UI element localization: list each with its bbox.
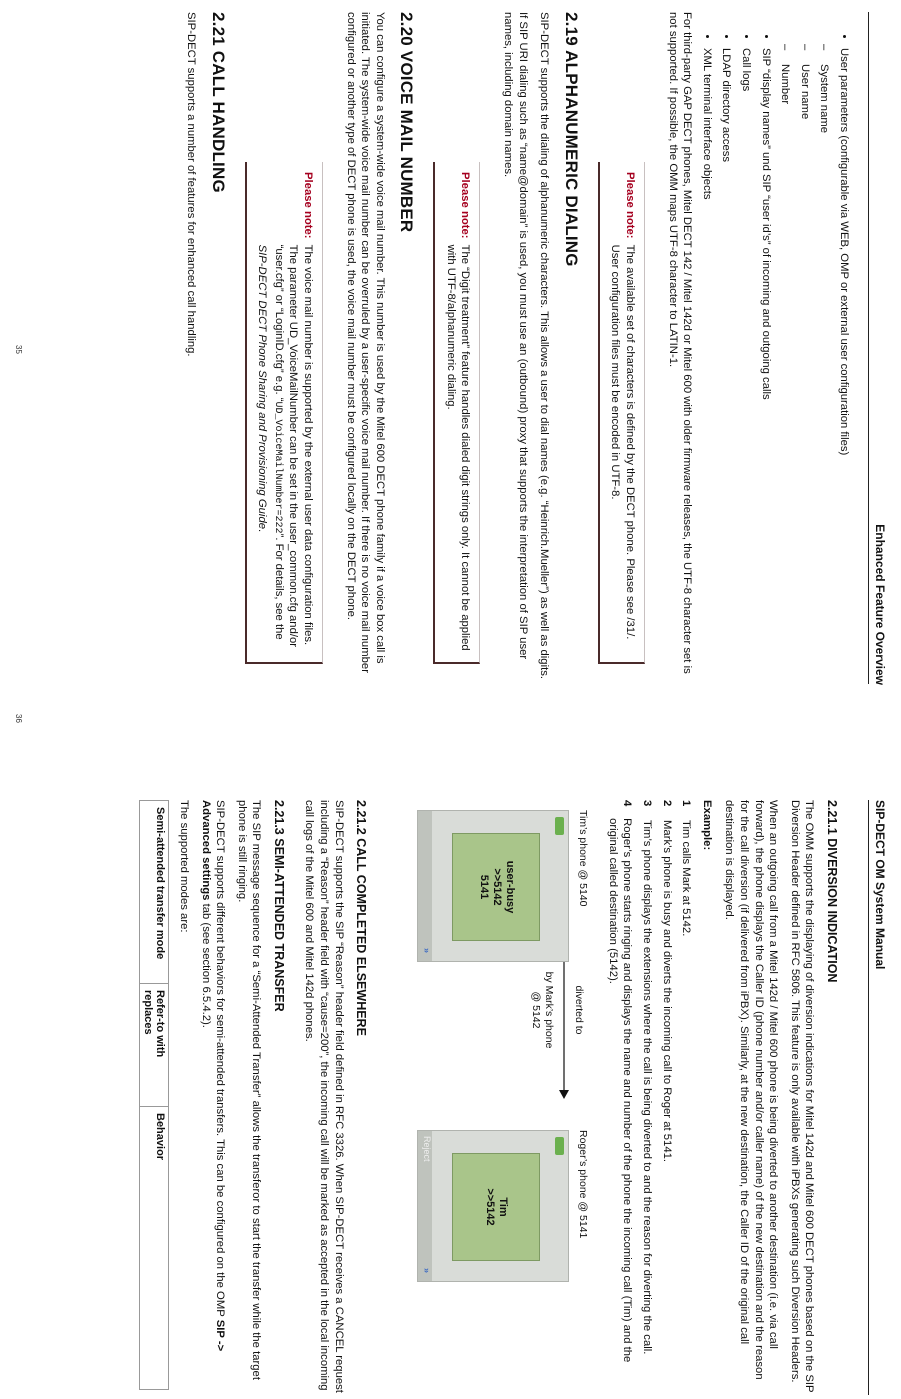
list-item: – System name — [817, 44, 832, 684]
arrow-label-top: diverted to — [573, 985, 586, 1035]
section-heading: 2.21.3 SEMI-ATTENDED TRANSFER — [271, 800, 286, 1012]
modes-table — [139, 800, 169, 1390]
list-item: 1 Tim calls Mark at 5142. — [680, 800, 693, 937]
list-item: 2 Mark’s phone is busy and diverts the incoming call to Roger at 5141. — [660, 800, 673, 1163]
paragraph: When an outgoing call from a Mitel 142d / Mitel 600 phone is being diverted to another destination (i.e. via call forward), the phone displays the Caller ID (phone number and/or caller name) of the new destination and the reason for the call diversion (if delivered from iPBX). Similarly, at the new destination, the Caller ID of the original call destination is displayed. — [723, 800, 780, 1380]
page-number: 35 — [14, 345, 23, 354]
section-heading: 2.21.1 DIVERSION INDICATION — [825, 800, 839, 983]
section-heading: 2.21.2 CALL COMPLETED ELSEWHERE — [354, 800, 369, 1036]
config-parameter: UD_VoiceMailNumber=222 — [271, 401, 283, 534]
list-item: • LDAP directory access — [719, 48, 734, 684]
note-text: The available set of characters is defined by the DECT phone. Please see /31/. User configuration files must be encoded in UTF-8. — [609, 244, 637, 640]
table-header-row — [140, 801, 169, 1390]
note-label: Please note: — [459, 172, 472, 239]
paragraph: SIP-DECT supports different behaviors for semi-attended transfers. This can be configured on the OMP SIP -> Advanced settings tab (see section 6.5.4.2). — [199, 800, 227, 1352]
dash-list — [778, 44, 832, 684]
menu-arrow-icon: » — [421, 1267, 432, 1273]
tim-phone-caption: Tim’s phone @ 5140 — [577, 810, 590, 907]
note-box — [433, 162, 480, 664]
left-column — [176, 12, 861, 684]
right-column — [139, 800, 861, 1395]
note-label: Please note: — [301, 172, 314, 239]
bullet-list — [699, 12, 851, 684]
paragraph: For third-party GAP DECT phones, Mitel DECT 142 / Mitel 142d or Mitel 600 with older firmware releases, the UTF-8 character set is not supported. If possible, the OMM maps UTF-8 character to LATIN-1. — [666, 12, 694, 674]
phone-screen: user-busy >>5142 5141 — [452, 833, 540, 941]
arrow-label-bottom-2: @ 5142 — [530, 991, 543, 1029]
running-header: Enhanced Feature Overview — [873, 524, 887, 685]
list-item: • Call logs — [738, 48, 753, 684]
section-heading: 2.21 CALL HANDLING — [208, 12, 228, 193]
note-label: Please note: — [624, 172, 637, 239]
paragraph: SIP-DECT supports the dialing of alphanumeric characters. This allows a user to dial names (e.g. “Heinrich.Mueller”) as well as digits. — [538, 12, 551, 680]
reject-softkey: Reject — [421, 1136, 432, 1162]
signal-icon — [555, 817, 564, 835]
table-header-cell: Behavior — [140, 1107, 169, 1390]
roger-phone-caption: Roger’s phone @ 5141 — [577, 1130, 590, 1239]
section-heading: 2.20 VOICE MAIL NUMBER — [397, 12, 417, 233]
paragraph: You can configure a system-wide voice mail number. This number is used by the Mitel 600 DECT phone family if a voice box call is initiated. The system-wide voice mail number can be overruled by a user-specific voice mail number. If there is no voice mail number configured or another type of DECT phone is used, the voice mail number must be configured locally on the DECT phone. — [344, 12, 386, 673]
list-item: 3 Tim’s phone displays the extensions where the call is being diverted to and the reason for diverting the call. — [641, 800, 654, 1355]
page-35 — [0, 0, 901, 699]
list-item: • User parameters (configurable via WEB, OMP or external user configuration files) – System name – User name – Number — [778, 48, 851, 684]
list-item: – User name — [797, 44, 812, 684]
list-item: 4 Roger’s phone starts ringing and displays the name and number of the phone the incoming call (Tim) and the original called destination (5142). — [606, 800, 634, 1363]
note-text: The voice mail number is supported by the external user data configuration files. The parameter UD_VoiceMailNumber can be set in the user_common.cfg and/or “user.cfg” or “LoginID.cfg” e.g. “UD_VoiceMailNumber=222”. For details, see the SIP-DECT DECT Phone Sharing and Provisioning Guide. — [256, 244, 314, 648]
note-box — [245, 162, 323, 664]
paragraph: SIP-DECT supports a number of features for enhanced call handling. — [184, 12, 197, 357]
section-heading: 2.19 ALPHANUMERIC DIALING — [561, 12, 581, 267]
table-header-cell: Refer-to with replaces — [140, 984, 169, 1107]
paragraph: The SIP message sequence for a “Semi-Attended Transfer” allows the transferor to start the transfer while the target phone is still ringing. — [235, 800, 263, 1380]
arrow-label-bottom-1: by Mark’s phone — [543, 971, 556, 1049]
note-text: The “Digit treatment” feature handles dialed digit strings only. It cannot be applied with UTF-8/alphanumeric dialing. — [444, 244, 472, 651]
phone-screen: Tim >>5142 — [452, 1153, 540, 1261]
list-item: • XML terminal interface objects — [699, 48, 714, 684]
running-header: SIP-DECT OM System Manual — [873, 800, 887, 970]
page-36 — [0, 700, 901, 1399]
page-number: 36 — [14, 714, 23, 723]
table-header-cell: Semi-attended transfer mode — [140, 801, 169, 984]
signal-icon — [555, 1137, 564, 1155]
header-rule — [868, 800, 869, 1395]
tim-phone-display — [417, 810, 569, 962]
diversion-figure — [384, 800, 599, 1395]
header-rule — [868, 12, 869, 684]
example-steps — [605, 800, 693, 1395]
guide-reference: SIP-DECT DECT Phone Sharing and Provisioning Guide — [256, 244, 269, 530]
menu-path: SIP -> Advanced settings — [199, 800, 227, 1352]
paragraph: If SIP URI dialing such as “name@domain” is used, you must use an (outbound) proxy that supports the interpretation of SIP user names, including domain names. — [502, 12, 529, 660]
paragraph: The supported modes are: — [177, 800, 190, 933]
list-item: • SIP “display names” und SIP “user id’s” of incoming and outgoing calls — [758, 48, 773, 684]
example-label: Example: — [700, 800, 713, 851]
roger-phone-display — [417, 1130, 569, 1282]
menu-arrow-icon: » — [421, 947, 432, 953]
note-box — [598, 162, 645, 664]
list-item: – Number — [778, 44, 793, 684]
paragraph: The OMM supports the displaying of diversion indications for Mitel 142d and Mitel 600 DECT phones based on the SIP Diversion Header defined in RFC 5806. This feature is only available with iPBXs generating such Diversion Headers. — [788, 800, 816, 1393]
paragraph: SIP-DECT supports the SIP “Reason” header field defined in RFC 3326. When SIP-DECT receives a CANCEL request including a “Reason” header field with “cause=200”, the incoming call will be marked as accepted in the local incoming call logs of the Mitel 600 and Mitel 142d phones. — [303, 800, 345, 1393]
